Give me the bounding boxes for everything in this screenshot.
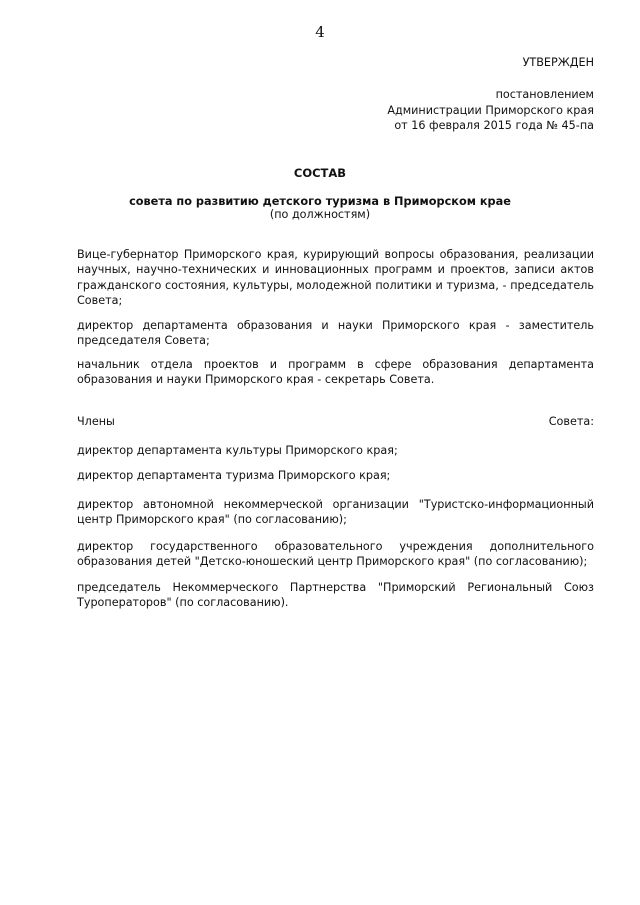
members-heading [77,414,594,429]
member-item: председатель Некоммерческого Партнерства "Приморский Региональный Союз Туроператоров" (по согласованию). [77,581,594,610]
member-item: директор государственного образовательного учреждения дополнительного образования детей "Детско-юношеский центр Приморского края" (по согласованию); [77,540,594,569]
approval-stamp-title: УТВЕРЖДЕН [522,56,594,69]
document-subtitle: совета по развитию детского туризма в Приморском крае [129,195,511,208]
approval-line-1: постановлением [495,88,594,101]
members-heading-right: Совета: [548,415,594,428]
document-title: СОСТАВ [293,166,347,180]
member-item: директор департамента культуры Приморского края; [77,444,398,457]
approval-line-3: от 16 февраля 2015 года № 45-па [394,119,594,132]
approval-block [387,87,594,134]
secretary-paragraph: начальник отдела проектов и программ в сфере образования департамента образования и науки Приморского края - секретарь Совета. [77,358,594,387]
document-note: (по должностям) [269,208,371,221]
page-number: 4 [315,23,325,41]
member-item: директор департамента туризма Приморского края; [77,469,391,482]
approval-line-2: Администрации Приморского края [387,103,594,117]
members-heading-left: Члены [77,415,115,428]
member-item: директор автономной некоммерческой организации "Туристско-информационный центр Приморского края" (по согласованию); [77,498,594,527]
deputy-chairman-paragraph: директор департамента образования и науки Приморского края - заместитель председателя Совета; [77,319,594,348]
chairman-paragraph: Вице-губернатор Приморского края, курирующий вопросы образования, реализации научных, научно-технических и инновационных программ и проектов, записи актов гражданского состояния, культуры, молодежной политики и туризма, - председатель Совета; [77,248,594,308]
